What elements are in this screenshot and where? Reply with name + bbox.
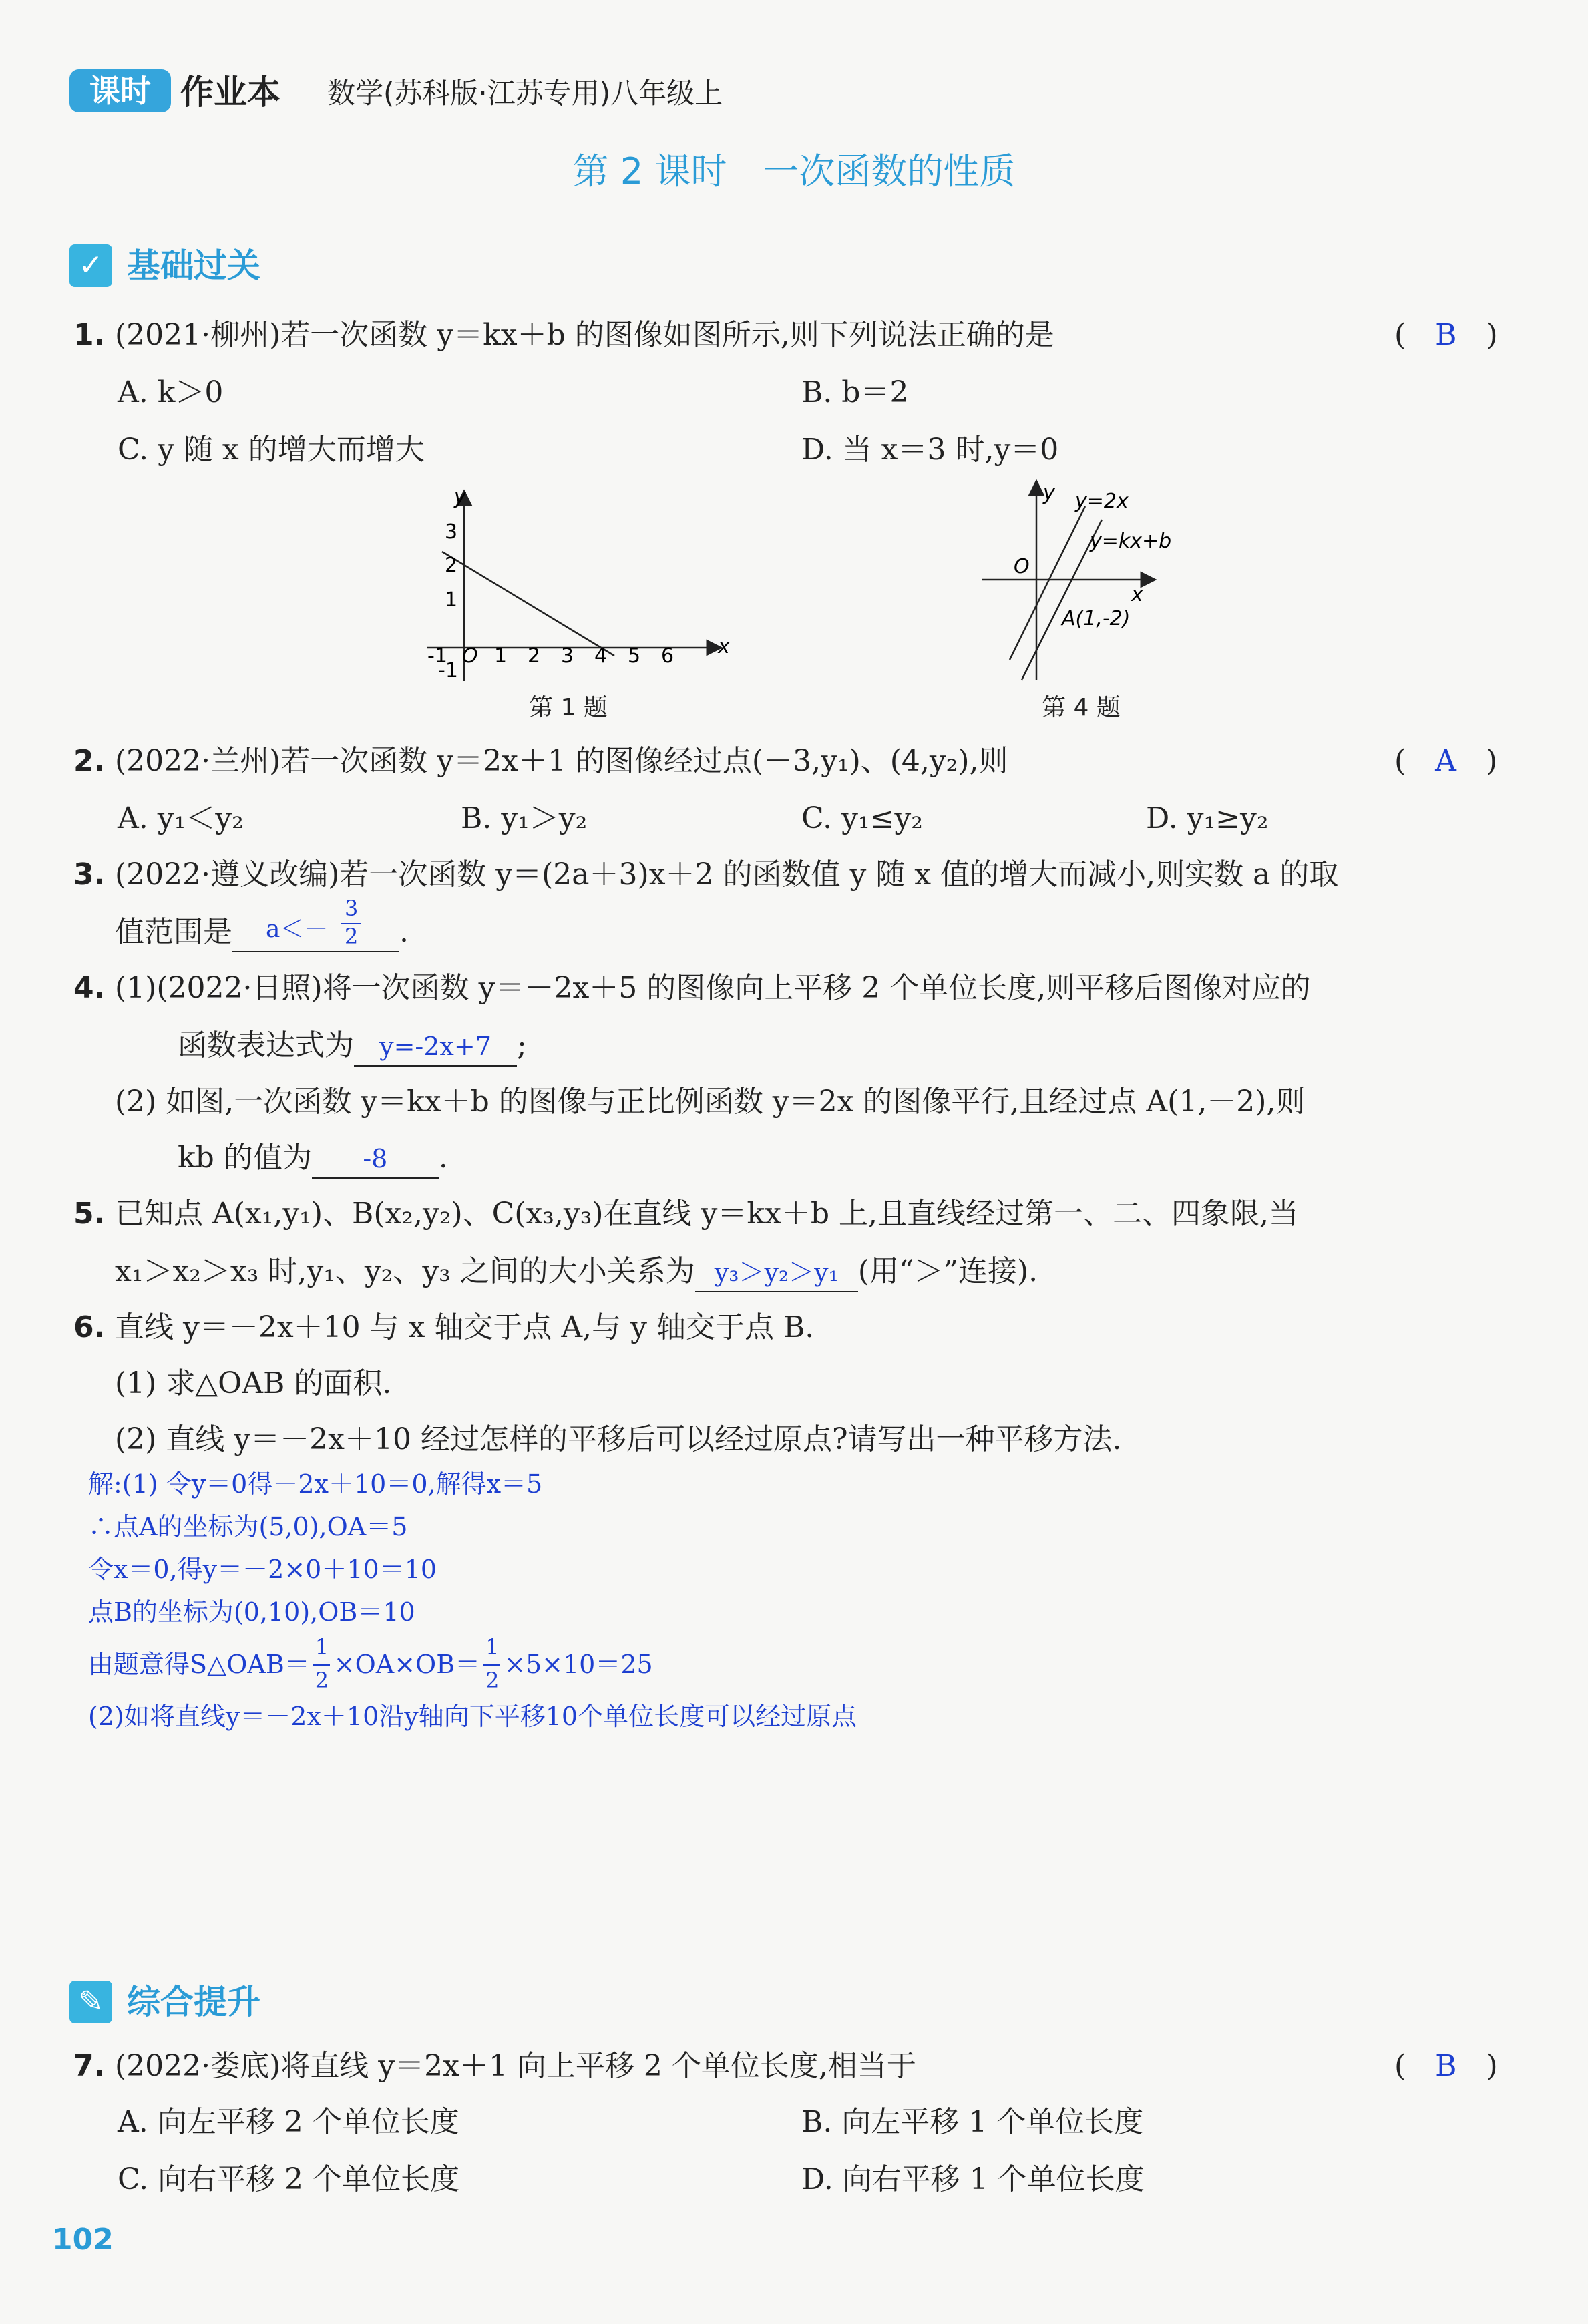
q3-line2-pre: 值范围是 — [115, 915, 232, 949]
x-tick: 6 — [661, 644, 674, 668]
q6-part1: (1) 求△OAB 的面积. — [115, 1366, 392, 1400]
q1-option-b: B. b＝2 — [801, 375, 909, 409]
q5-answer: y₃＞y₂＞y₁ — [695, 1253, 858, 1292]
q4-p1-answer: y=-2x+7 — [354, 1028, 517, 1067]
q1-number: 1. — [73, 318, 106, 352]
function-line — [442, 552, 614, 656]
q1-text: (2021·柳州)若一次函数 y＝kx＋b 的图像如图所示,则下列说法正确的是 — [115, 318, 1054, 352]
q4-p2-line2-pre: kb 的值为 — [178, 1141, 312, 1175]
book-subtitle: 数学(苏科版·江苏专用)八年级上 — [327, 77, 723, 110]
q2-option-d: D. y₁≥y₂ — [1146, 801, 1269, 835]
q1-option-d: D. 当 x＝3 时,y＝0 — [801, 433, 1059, 467]
y-tick: 3 — [445, 520, 458, 544]
q4-p2-line2 — [178, 1139, 448, 1179]
y-tick: 1 — [445, 588, 458, 612]
q2-answer: A — [1435, 744, 1456, 778]
half-denominator: 2 — [485, 1668, 500, 1693]
x-tick: 5 — [628, 644, 641, 668]
q6-solution-line: (2)如将直线y＝－2x＋10沿y轴向下平移10个单位长度可以经过原点 — [88, 1702, 857, 1731]
q6-solution-line: 令x＝0,得y＝－2×0＋10＝10 — [88, 1555, 437, 1584]
q3-line1: (2022·遵义改编)若一次函数 y＝(2a＋3)x＋2 的函数值 y 随 x 值的增大而减小,则实数 a 的取 — [115, 857, 1339, 892]
q1-option-a: A. k＞0 — [118, 375, 224, 409]
line1-label: y=2x — [1075, 490, 1129, 513]
q5-line2-pre: x₁＞x₂＞x₃ 时,y₁、y₂、y₃ 之间的大小关系为 — [115, 1254, 695, 1288]
line-y-2x — [1010, 506, 1085, 660]
y-tick: -1 — [438, 659, 458, 683]
q6-line1: 直线 y＝－2x＋10 与 x 轴交于点 A,与 y 轴交于点 B. — [115, 1310, 815, 1344]
q3-line2-post: . — [399, 915, 409, 949]
q2-option-b: B. y₁＞y₂ — [461, 801, 588, 835]
section-basic-title: 基础过关 — [127, 246, 260, 285]
x-tick: 3 — [561, 644, 574, 668]
q7-answer-bracket: ( B ) — [1394, 2049, 1498, 2083]
q7-option-d: D. 向右平移 1 个单位长度 — [801, 2162, 1145, 2196]
q3-line2 — [115, 896, 409, 952]
figure-1-caption: 第 1 题 — [529, 694, 608, 721]
q5-number: 5. — [73, 1197, 106, 1231]
q4-p2-line1: (2) 如图,一次函数 y＝kx＋b 的图像与正比例函数 y＝2x 的图像平行,且经过点 A(1,－2),则 — [115, 1085, 1306, 1119]
q2-answer-bracket: ( A ) — [1394, 744, 1498, 778]
y-axis-label: y — [1043, 481, 1055, 505]
book-title: 作业本 — [180, 73, 280, 112]
section-advanced-title: 综合提升 — [127, 1983, 260, 2021]
q1-answer: B — [1435, 318, 1457, 352]
x-tick: 4 — [594, 644, 608, 668]
q1-answer-bracket: ( B ) — [1394, 318, 1498, 352]
origin-label: O — [462, 644, 478, 668]
q5-line2 — [115, 1253, 1038, 1292]
q3-answer-prefix: a＜－ — [266, 916, 329, 943]
q3-answer-blank — [232, 896, 399, 952]
figure-4-graph — [975, 479, 1242, 687]
check-icon: ✓ — [69, 244, 112, 287]
q2-option-c: C. y₁≤y₂ — [801, 801, 923, 835]
q4-p1-line2-post: ; — [517, 1028, 527, 1062]
q7-answer: B — [1435, 2049, 1457, 2083]
q7-option-b: B. 向左平移 1 个单位长度 — [801, 2105, 1144, 2139]
lesson-title: 第 2 课时 一次函数的性质 — [572, 150, 1016, 192]
x-tick: -1 — [427, 644, 447, 668]
q1-option-c: C. y 随 x 的增大而增大 — [118, 433, 425, 467]
q3-answer-numerator: 3 — [345, 896, 359, 921]
q3-answer-denominator: 2 — [345, 924, 359, 949]
q7-text: (2022·娄底)将直线 y＝2x＋1 向上平移 2 个单位长度,相当于 — [115, 2049, 916, 2083]
q4-p1-line2-pre: 函数表达式为 — [178, 1028, 354, 1062]
q4-p2-line2-post: . — [438, 1141, 448, 1175]
book-badge: 课时 — [69, 69, 171, 112]
half-numerator: 1 — [315, 1634, 329, 1660]
half-fraction — [480, 1634, 504, 1693]
q4-number: 4. — [73, 971, 106, 1005]
x-axis-label: x — [718, 635, 730, 658]
y-tick: 2 — [445, 554, 458, 577]
q4-p2-answer: -8 — [312, 1140, 439, 1179]
figure-4-caption: 第 4 题 — [1042, 694, 1121, 721]
x-axis-label: x — [1131, 583, 1143, 606]
q6-solution-line: 点B的坐标为(0,10),OB＝10 — [88, 1597, 415, 1627]
y-axis-label: y — [454, 488, 466, 509]
area-post: ×5×10＝25 — [504, 1650, 653, 1679]
pencil-icon: ✎ — [69, 1981, 112, 2023]
x-tick: 1 — [494, 644, 508, 668]
q2-option-a: A. y₁＜y₂ — [118, 801, 244, 835]
q3-number: 3. — [73, 857, 106, 892]
q6-number: 6. — [73, 1310, 106, 1344]
q5-line2-post: (用“＞”连接). — [857, 1254, 1038, 1288]
q5-line1: 已知点 A(x₁,y₁)、B(x₂,y₂)、C(x₃,y₃)在直线 y＝kx＋b 上,且直线经过第一、二、四象限,当 — [115, 1197, 1299, 1231]
q6-solution-area — [88, 1634, 653, 1693]
origin-label: O — [1014, 555, 1030, 578]
q7-option-c: C. 向右平移 2 个单位长度 — [118, 2162, 460, 2196]
q6-solution-line: 解:(1) 令y＝0得－2x＋10＝0,解得x＝5 — [88, 1469, 543, 1499]
half-denominator: 2 — [315, 1668, 329, 1693]
page-number: 102 — [52, 2222, 114, 2257]
q4-p1-line2 — [178, 1027, 527, 1067]
q2-text: (2022·兰州)若一次函数 y＝2x＋1 的图像经过点(－3,y₁)、(4,y₂),则 — [115, 744, 1008, 778]
q7-number: 7. — [73, 2049, 106, 2083]
area-pre: 由题意得S△OAB＝ — [88, 1650, 310, 1679]
q7-option-a: A. 向左平移 2 个单位长度 — [118, 2105, 459, 2139]
half-numerator: 1 — [485, 1634, 500, 1660]
q4-p1-line1: (1)(2022·日照)将一次函数 y＝－2x＋5 的图像向上平移 2 个单位长度,则平移后图像对应的 — [115, 971, 1311, 1005]
q2-number: 2. — [73, 744, 106, 778]
area-mid: ×OA×OB＝ — [333, 1650, 481, 1679]
line2-label: y=kx+b — [1090, 530, 1172, 553]
half-fraction — [310, 1634, 334, 1693]
point-a-label: A(1,-2) — [1062, 607, 1131, 630]
x-tick: 2 — [528, 644, 541, 668]
q6-solution-line: ∴点A的坐标为(5,0),OA＝5 — [88, 1512, 408, 1541]
q6-part2: (2) 直线 y＝－2x＋10 经过怎样的平移后可以经过原点?请写出一种平移方法. — [115, 1422, 1122, 1457]
figure-1-graph — [414, 488, 735, 695]
